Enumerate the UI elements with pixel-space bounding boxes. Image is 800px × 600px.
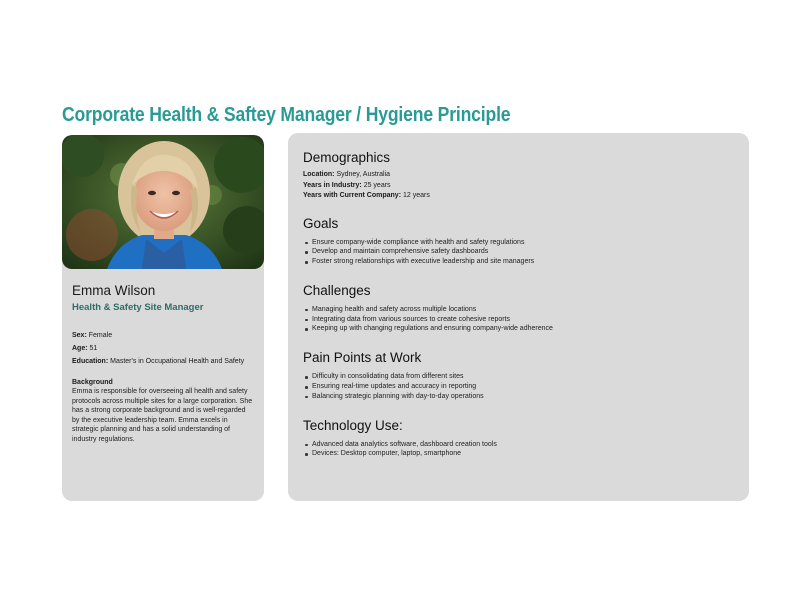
list-item: Integrating data from various sources to create cohesive reports <box>303 315 734 325</box>
goals-list <box>303 238 734 267</box>
fact-education: Education: Master's in Occupational Health and Safety <box>72 358 245 365</box>
list-item: Advanced data analytics software, dashboard creation tools <box>303 440 734 450</box>
list-item: Balancing strategic planning with day-to-day operations <box>303 392 734 402</box>
background-text: Emma is responsible for overseeing all health and safety protocols across multiple sites for a large corporation. She has a strong corporate background and is well-regarded by the executive leadership team. Emma excels in strategic planning and has a solid understanding of industry regulations. <box>72 388 253 443</box>
background-heading: Background <box>72 379 113 386</box>
list-item: Managing health and safety across multiple locations <box>303 305 734 315</box>
demographics-section <box>303 150 734 202</box>
profile-card <box>62 135 264 501</box>
persona-role: Health & Safety Site Manager <box>72 302 204 313</box>
list-item: Keeping up with changing regulations and ensuring company-wide adherence <box>303 324 734 334</box>
persona-facts <box>72 329 254 368</box>
fact-age: Age: 51 <box>72 345 98 352</box>
demographics-title: Demographics <box>303 150 391 165</box>
persona-name: Emma Wilson <box>72 283 156 298</box>
technology-list <box>303 440 734 460</box>
list-item: Difficulty in consolidating data from different sites <box>303 372 734 382</box>
pain-points-title: Pain Points at Work <box>303 350 422 366</box>
pain-points-list <box>303 372 734 401</box>
challenges-title: Challenges <box>303 282 371 298</box>
details-card <box>288 133 749 501</box>
challenges-section <box>303 283 734 334</box>
technology-section <box>303 418 734 460</box>
goals-title: Goals <box>303 215 339 231</box>
demographic-years-industry: Years in Industry: 25 years <box>303 181 391 189</box>
page-title: Corporate Health & Saftey Manager / Hygiene Principle <box>62 104 511 126</box>
pain-points-section <box>303 350 734 401</box>
list-item: Develop and maintain comprehensive safety dashboards <box>303 247 734 257</box>
profile-photo <box>62 135 264 269</box>
list-item: Foster strong relationships with executive leadership and site managers <box>303 257 734 267</box>
fact-sex: Sex: Female <box>72 332 113 339</box>
goals-section <box>303 216 734 267</box>
demographic-location: Location: Sydney, Australia <box>303 171 391 178</box>
technology-title: Technology Use: <box>303 417 403 433</box>
challenges-list <box>303 305 734 334</box>
demographic-years-company: Years with Current Company: 12 years <box>303 192 430 199</box>
list-item: Devices: Desktop computer, laptop, smartphone <box>303 449 734 459</box>
list-item: Ensure company-wide compliance with health and safety regulations <box>303 238 734 248</box>
list-item: Ensuring real-time updates and accuracy in reporting <box>303 382 734 392</box>
